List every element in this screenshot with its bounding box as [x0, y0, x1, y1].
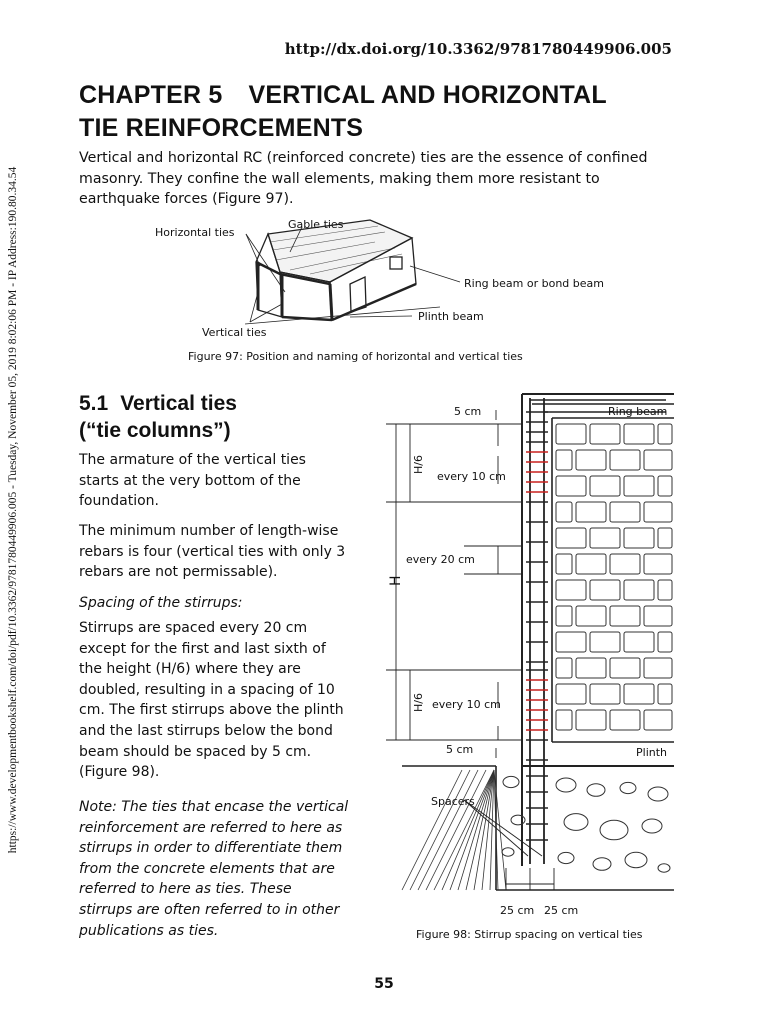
brick	[576, 502, 606, 522]
chapter-number: CHAPTER 5	[79, 81, 223, 109]
brick	[644, 606, 672, 626]
brick	[644, 554, 672, 574]
fig97-label-gable: Gable ties	[288, 218, 344, 231]
brick	[644, 658, 672, 678]
brick	[576, 710, 606, 730]
figure-97-house-sketch	[150, 212, 630, 344]
fig97-label-plinth: Plinth beam	[418, 310, 484, 323]
download-watermark	[6, 140, 20, 880]
fig98-label-h6-top: H/6	[412, 455, 425, 474]
fig98-label-spacers: Spacers	[431, 795, 475, 808]
foundation-stone	[556, 778, 576, 792]
brick	[576, 658, 606, 678]
brick	[556, 710, 572, 730]
foundation-stone	[625, 852, 647, 867]
brick	[556, 684, 586, 704]
brick	[556, 658, 572, 678]
foundation-stone	[600, 820, 628, 840]
foundation-stone	[558, 852, 574, 863]
brick	[658, 684, 672, 704]
paragraph-armature: The armature of the vertical ties starts at the very bottom of the foundation.	[79, 452, 306, 510]
note-paragraph: Note: The ties that encase the vertical reinforcement are referred to here as stirrups in order to differentiate them from the concrete elements that are referred to here as ties. These stirrups are often referred to in other publications as ties.	[79, 799, 349, 939]
brick	[590, 476, 620, 496]
intro-paragraph: Vertical and horizontal RC (reinforced concrete) ties are the essence of confined masonry. They confine the wall elements, making them more resistant to earthquake forces (Figure 97).	[79, 150, 648, 207]
brick	[556, 554, 572, 574]
brick	[556, 450, 572, 470]
brick	[644, 502, 672, 522]
foundation-stone	[502, 848, 514, 856]
fig98-label-H: H	[388, 575, 404, 586]
ground-hatch	[434, 770, 494, 890]
chapter-title	[79, 79, 679, 145]
brick	[624, 580, 654, 600]
download-watermark-text: https://www.developmentbookshelf.com/doi/pdf/10.3362/9781780449906.005 - Tuesday, November 05, 2019 8:02:06 PM - IP Address:190.80.34.54	[7, 166, 19, 854]
ground-hatch	[466, 770, 494, 890]
brick	[610, 450, 640, 470]
brick	[658, 580, 672, 600]
foundation-stone	[620, 782, 636, 793]
brick	[610, 606, 640, 626]
brick	[624, 632, 654, 652]
brick	[576, 450, 606, 470]
brick	[556, 424, 586, 444]
paragraph-spacing: Stirrups are spaced every 20 cm except for the first and last sixth of the height (H/6) where they are doubled, resulting in a spacing of 10 cm. The first stirrups above the plinth and the last stirrups below the bond beam should be spaced by 5 cm. (Figure 98).	[79, 620, 344, 781]
fig98-label-cover-right: 25 cm	[544, 904, 579, 917]
fig97-label-ring: Ring beam or bond beam	[464, 277, 604, 290]
fig98-label-every20: every 20 cm	[406, 553, 475, 566]
brick	[556, 580, 586, 600]
fig98-label-cover-left: 25 cm	[500, 904, 535, 917]
foundation-stone	[564, 814, 588, 831]
ground-hatch	[458, 770, 494, 890]
brick	[658, 528, 672, 548]
fig98-label-ring-beam: Ring beam	[608, 405, 668, 418]
brick	[590, 528, 620, 548]
paragraph-min-rebars: The minimum number of length-wise rebars is four (vertical ties with only 3 rebars are not permissable).	[79, 523, 346, 581]
fig98-label-plinth: Plinth	[636, 746, 668, 759]
page-number: 55	[374, 976, 394, 992]
brick	[576, 606, 606, 626]
brick	[624, 528, 654, 548]
brick	[658, 632, 672, 652]
brick	[610, 502, 640, 522]
ground-hatch	[402, 770, 462, 890]
brick	[556, 528, 586, 548]
chapter-title-line1: VERTICAL AND HORIZONTAL	[248, 81, 607, 109]
brick	[610, 658, 640, 678]
foundation-stone	[648, 787, 668, 801]
section-title-line1: Vertical ties	[120, 392, 237, 415]
brick	[644, 710, 672, 730]
brick	[556, 502, 572, 522]
brick	[556, 632, 586, 652]
brick	[610, 554, 640, 574]
section-title	[79, 390, 379, 444]
brick	[624, 424, 654, 444]
figure-98-caption: Figure 98: Stirrup spacing on vertical ties	[416, 928, 643, 941]
spacing-heading: Spacing of the stirrups:	[79, 595, 243, 611]
brick	[658, 424, 672, 444]
brick	[590, 580, 620, 600]
section-number: 5.1	[79, 392, 109, 415]
brick	[590, 632, 620, 652]
foundation-stone	[642, 819, 662, 833]
foundation-stone	[503, 776, 519, 787]
brick	[590, 424, 620, 444]
figure-97-caption: Figure 97: Position and naming of horizontal and vertical ties	[188, 350, 523, 363]
fig98-label-every10-bottom: every 10 cm	[432, 698, 501, 711]
brick	[658, 476, 672, 496]
ground-hatch	[410, 770, 470, 890]
brick	[624, 476, 654, 496]
brick	[556, 606, 572, 626]
brick	[610, 710, 640, 730]
foundation-stone	[658, 864, 670, 872]
ground-hatch	[442, 770, 494, 890]
foundation-stone	[593, 858, 611, 871]
brick	[624, 684, 654, 704]
ground-hatch	[450, 770, 494, 890]
brick	[644, 450, 672, 470]
fig98-label-top-5cm: 5 cm	[454, 405, 482, 418]
fig98-label-bottom-5cm: 5 cm	[446, 743, 474, 756]
brick	[590, 684, 620, 704]
doi-link[interactable]: http://dx.doi.org/10.3362/9781780449906.005	[284, 40, 672, 58]
brick	[576, 554, 606, 574]
figure-98-stirrup-diagram	[366, 390, 678, 922]
foundation-stone	[587, 784, 605, 797]
chapter-title-line2: TIE REINFORCEMENTS	[79, 114, 364, 142]
fig98-label-every10-top: every 10 cm	[437, 470, 506, 483]
brick	[556, 476, 586, 496]
section-title-line2: (“tie columns”)	[79, 419, 231, 442]
fig97-label-horizontal: Horizontal ties	[155, 226, 235, 239]
fig97-label-vertical: Vertical ties	[202, 326, 267, 339]
fig98-label-h6-bottom: H/6	[412, 693, 425, 712]
ground-hatch	[418, 770, 478, 890]
